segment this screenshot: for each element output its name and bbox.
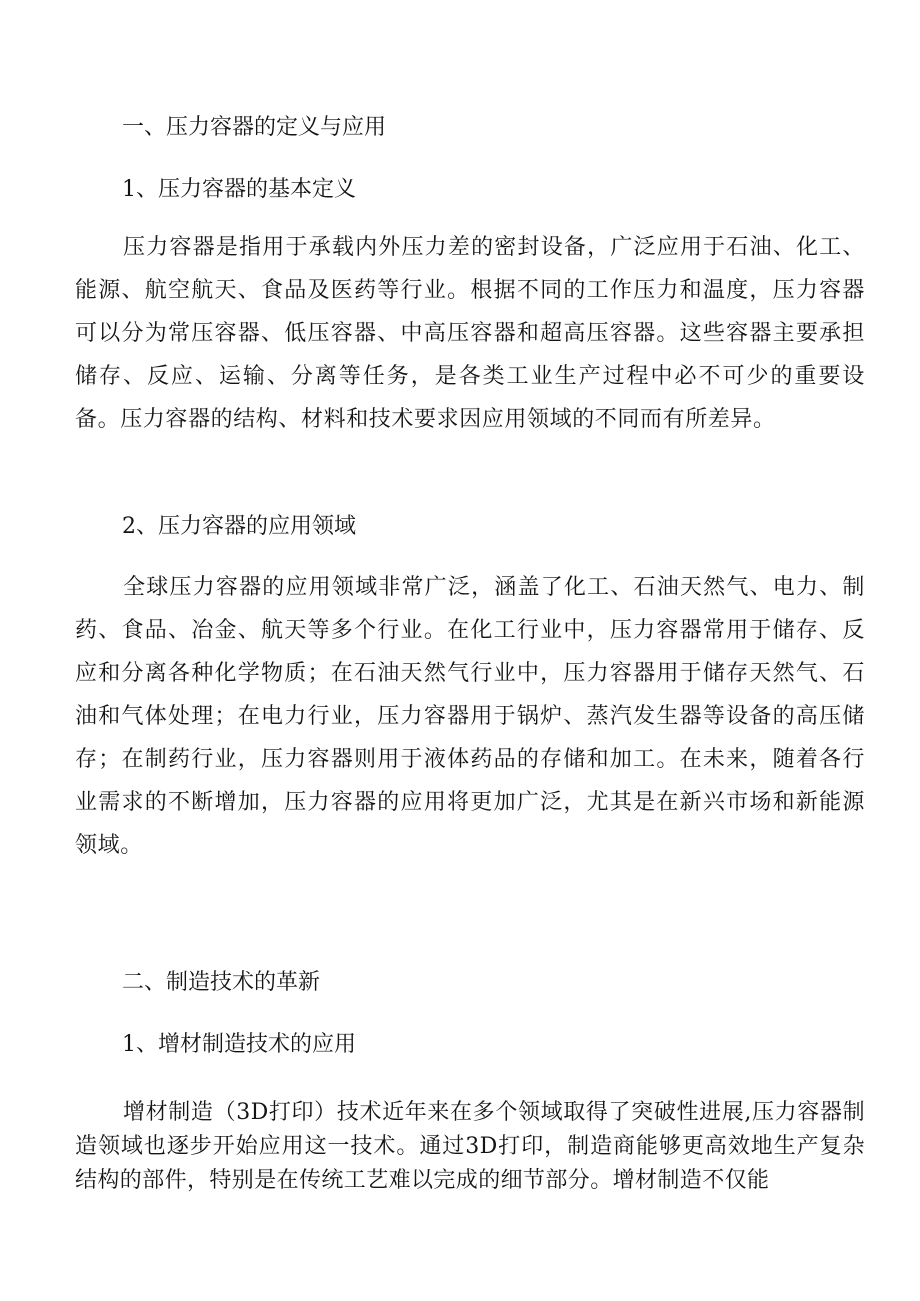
subsection-heading-2-1: 1、增材制造技术的应用 <box>122 1032 356 1057</box>
subsection-heading-1-2: 2、压力容器的应用领域 <box>122 514 356 539</box>
paragraph-application-fields: 全球压力容器的应用领域非常广泛，涵盖了化工、石油天然气、电力、制药、食品、冶金、航天等多个行业。在化工行业中，压力容器常用于储存、反应和分离各种化学物质；在石油天然气行业中，压力容器用于储存天然气、石油和气体处理；在电力行业，压力容器用于锅炉、蒸汽发生器等设备的高压储存；在制药行业，压力容器则用于液体药品的存储和加工。在未来，随着各行业需求的不断增加，压力容器的应用将更加广泛，尤其是在新兴市场和新能源领域。 <box>75 575 865 858</box>
paragraph-additive-manufacturing: 增材制造（3D打印）技术近年来在多个领域取得了突破性进展,压力容器制造领域也逐步开始应用这一技术。通过3D打印，制造商能够更高效地生产复杂结构的部件，特别是在传统工艺难以完成的细节部分。增材制造不仅能 <box>75 1100 865 1193</box>
subsection-heading-1-1: 1、压力容器的基本定义 <box>122 177 356 202</box>
paragraph-basic-definition: 压力容器是指用于承载内外压力差的密封设备，广泛应用于石油、化工、能源、航空航天、食品及医药等行业。根据不同的工作压力和温度，压力容器可以分为常压容器、低压容器、中高压容器和超高压容器。这些容器主要承担储存、反应、运输、分离等任务，是各类工业生产过程中必不可少的重要设备。压力容器的结构、材料和技术要求因应用领域的不同而有所差异。 <box>75 235 865 432</box>
section-heading-2: 二、制造技术的革新 <box>122 970 321 995</box>
section-heading-1: 一、压力容器的定义与应用 <box>122 115 387 140</box>
